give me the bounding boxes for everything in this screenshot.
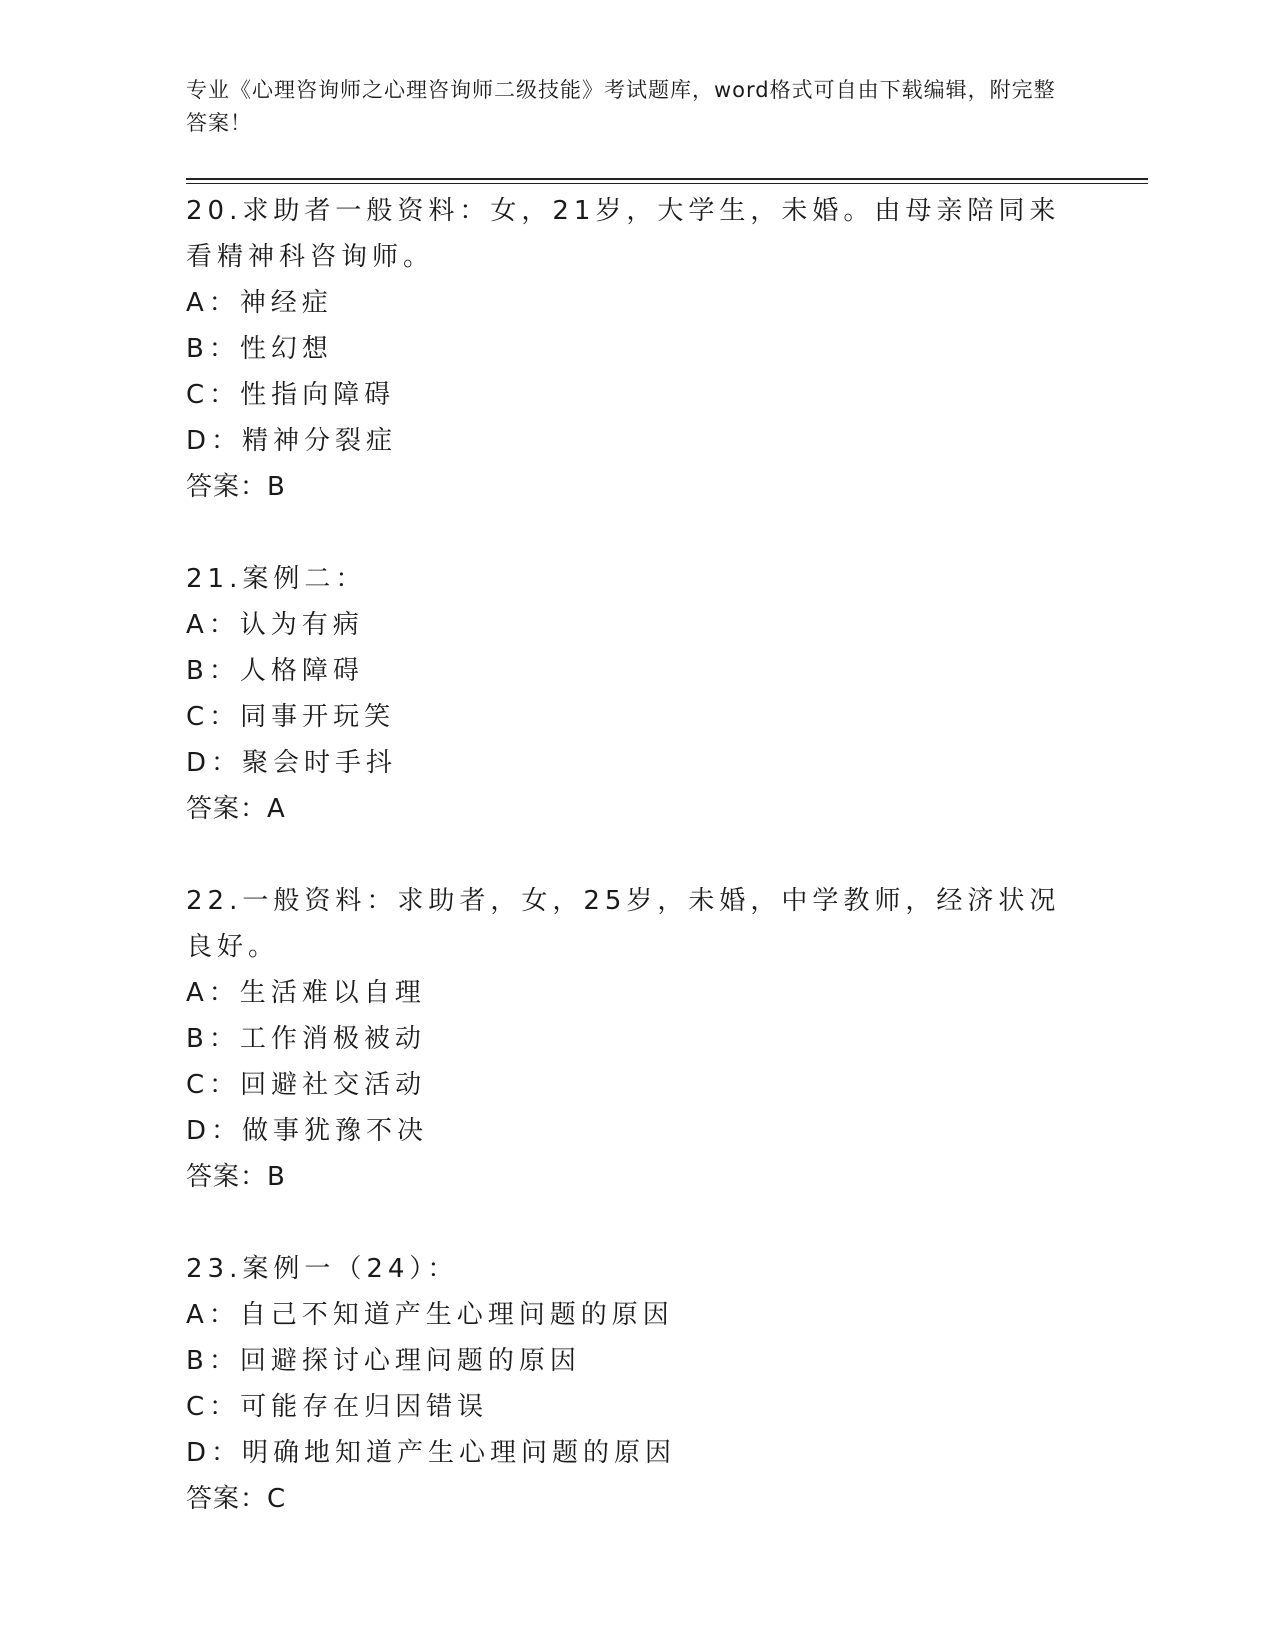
question-list — [186, 188, 1086, 1568]
option-c: C：性指向障碍 — [186, 380, 396, 410]
option-a: A：神经症 — [186, 288, 333, 318]
option-b: B：回避探讨心理问题的原因 — [186, 1346, 581, 1376]
question-23 — [186, 1246, 1086, 1522]
answer-line: 答案：A — [186, 794, 286, 824]
option-d: D：精神分裂症 — [186, 426, 398, 456]
option-c: C：回避社交活动 — [186, 1070, 427, 1100]
question-20 — [186, 188, 1086, 510]
option-a: A：自己不知道产生心理问题的原因 — [186, 1300, 674, 1330]
document-header: 专业《心理咨询师之心理咨询师二级技能》考试题库，word格式可自由下载编辑，附完整答案！ — [186, 78, 1056, 135]
question-stem: 23.案例一（24）： — [186, 1254, 459, 1284]
option-d: D：明确地知道产生心理问题的原因 — [186, 1438, 677, 1468]
option-b: B：性幻想 — [186, 334, 333, 364]
answer-line: 答案：B — [186, 472, 286, 502]
option-d: D：做事犹豫不决 — [186, 1116, 429, 1146]
option-b: B：工作消极被动 — [186, 1024, 426, 1054]
option-c: C：可能存在归因错误 — [186, 1392, 489, 1422]
header-divider-thin — [186, 183, 1148, 184]
option-b: B：人格障碍 — [186, 656, 364, 686]
header-divider-thick — [186, 178, 1148, 180]
answer-line: 答案：C — [186, 1484, 287, 1514]
answer-line: 答案：B — [186, 1162, 286, 1192]
option-a: A：认为有病 — [186, 610, 364, 640]
question-stem: 21.案例二： — [186, 564, 367, 594]
option-d: D：聚会时手抖 — [186, 748, 398, 778]
question-22 — [186, 878, 1086, 1200]
question-21 — [186, 556, 1086, 832]
option-c: C：同事开玩笑 — [186, 702, 396, 732]
question-stem: 20.求助者一般资料：女，21岁，大学生，未婚。由母亲陪同来看精神科咨询师。 — [186, 196, 1061, 272]
option-a: A：生活难以自理 — [186, 978, 426, 1008]
question-stem: 22.一般资料：求助者，女，25岁，未婚，中学教师，经济状况良好。 — [186, 886, 1061, 962]
